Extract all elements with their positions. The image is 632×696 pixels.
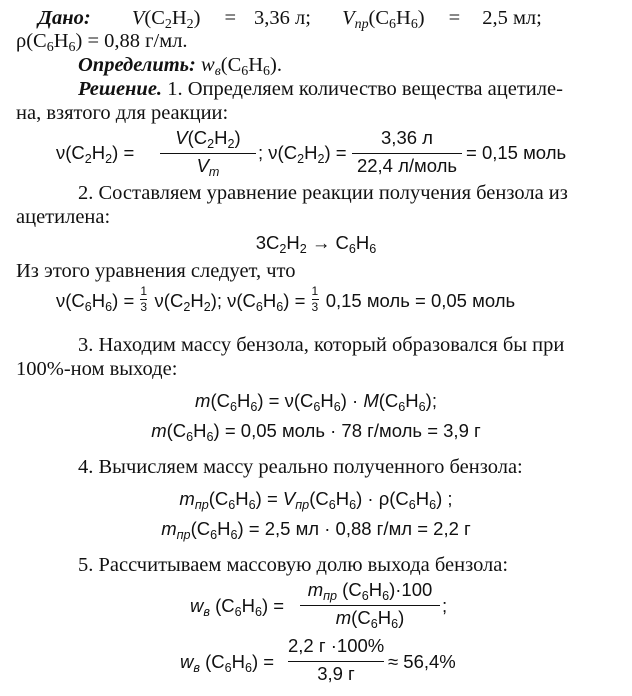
given-label: Дано: [38, 7, 91, 29]
step1-text-a: 1. Определяем количество вещества ацетиле- [167, 78, 563, 100]
formula4a: $m_{пр}(C_6H_6) = V_{пр}(C_6H_6) \cdot \rho(C_6H_6)$ ; [179, 488, 453, 512]
given-v-pr-c6h6: 2,5 мл; [482, 7, 542, 29]
formula6-fraction [288, 635, 384, 691]
given-line-1: Дано: $V(C_2H_2) = 3,36$ л; $V_{пр}(C_6H_6) = 2,5$ мл; [38, 7, 542, 33]
follows-line: Из этого уравнения следует, что [16, 260, 296, 282]
formula2: $\nu(C_6H_6)$ = $\frac{1}{3}$ $\nu(C_2H_2)$; $\nu(C_6H_6)$ = $\frac{1}{3}$ 0,15 моль = 0,05 моль [56, 284, 516, 314]
step3-line-a: 3. Находим массу бензола, который образовался бы при [78, 334, 565, 356]
formula5-denominator: $m(C_6H_6)$ [335, 607, 405, 631]
step3-line-b: 100%-ном выходе: [16, 358, 178, 380]
formula1-denominator: $V_m$ [196, 155, 220, 179]
given-rho-c6h6: = 0,88 г/мл. [87, 30, 188, 52]
formula2-tail: 0,15 моль = 0,05 моль [325, 290, 516, 311]
given-v-c2h2: 3,36 л; [254, 7, 311, 29]
formula5-fraction [300, 579, 440, 635]
formula6-numerator: 2,2 г ·100% [288, 635, 385, 656]
formula1b-fraction [352, 127, 462, 183]
formula6-denominator: 3,9 г [317, 663, 355, 684]
formula5-lhs: $w_в$ $(C_6H_6)$ = [190, 595, 285, 619]
find-line: Определить: $w_в(C_6H_6)$. [78, 54, 282, 80]
formula3a: $m(C_6H_6) = \nu(C_6H_6) \cdot M(C_6H_6)$; [195, 390, 437, 414]
formula1-rhs-lhs: ; $\nu(C_2H_2)$ = [258, 142, 347, 166]
step2-line-b: ацетилена: [16, 206, 111, 228]
formula1-lhs: $\nu(C_2H_2)$ = [56, 142, 135, 166]
formula3b: $m(C_6H_6) = 0,05$ моль · 78 г/моль = 3,9 г [151, 420, 481, 444]
step4-line: 4. Вычисляем массу реально полученного бензола: [78, 456, 523, 478]
solution-label: Решение. [78, 78, 163, 100]
formula1-result: = 0,15 моль [466, 142, 567, 163]
formula3b-tail: = 0,05 моль · 78 г/моль = 3,9 г [224, 420, 481, 441]
formula5-numerator-tail: ·100 [395, 579, 433, 600]
formula4b: $m_{пр}(C_6H_6) = 2,5$ мл · 0,88 г/мл = 2,2 г [161, 518, 471, 542]
formula1b-numerator: 3,36 л [381, 127, 433, 148]
formula1b-denominator: 22,4 л/моль [356, 155, 458, 176]
formula1-numerator: $V(C_2H_2)$ [175, 127, 241, 151]
formula6-lhs: $w_в$ $(C_6H_6)$ = [180, 651, 275, 675]
given-line-2: $\rho(C_6H_6) = 0,88$ г/мл. [16, 30, 188, 56]
find-label: Определить: [78, 54, 196, 76]
step1-line-b: на, взятого для реакции: [16, 102, 229, 124]
formula1-fraction [160, 127, 256, 183]
step2-line-a: 2. Составляем уравнение реакции получения бензола из [78, 182, 568, 204]
formula6-result: ≈ 56,4% [388, 651, 456, 672]
step1-line-a [78, 77, 563, 101]
formula4b-tail: = 2,5 мл · 0,88 г/мл = 2,2 г [248, 518, 471, 539]
formula5-numerator: $m_{пр}$ $(C_6H_6)\cdot 100$ [307, 579, 433, 603]
formula5-semicolon: ; [442, 595, 448, 616]
reaction-equation: $3C_2H_2 \to C_6H_6$ [255, 232, 377, 256]
step5-line: 5. Рассчитываем массовую долю выхода бензола: [78, 554, 509, 576]
